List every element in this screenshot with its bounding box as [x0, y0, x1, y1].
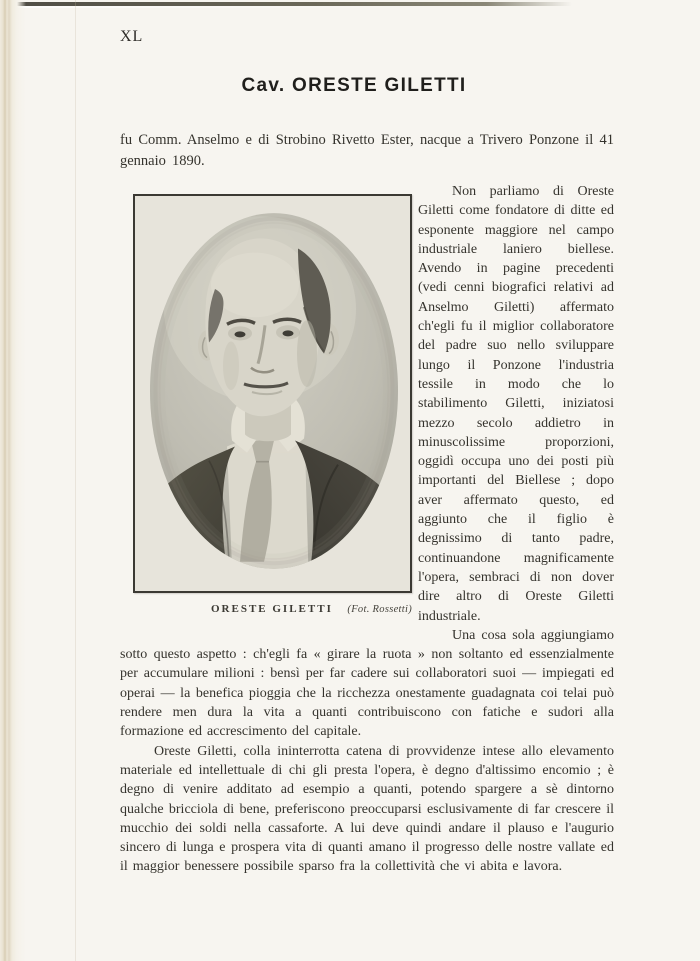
page-title: Cav. ORESTE GILETTI	[241, 75, 467, 96]
page-number: XL	[120, 28, 144, 45]
page-content	[120, 28, 614, 877]
portrait-photo-frame	[133, 194, 412, 593]
portrait-photo	[135, 196, 410, 591]
body-paragraph-3: Oreste Giletti, colla ininterrotta catena di provvidenze intese allo elevamento materiale ed intellettuale di chi gli presta l'opera, è degno d'altissimo encomio ; è degno di venire additato ad esempio a quanti, potendo spargere a sè dintorno qualche bricciola di bene, preferiscono preoccuparsi esclusivamente di far crescere il mucchio dei soldi nella cassaforte. A lui deve quindi andare il plauso e l'augurio sincero di lunga e prospera vita di quanti amano il progresso delle nostre vallate ed il maggior benessere possibile sparso fra la collettività che vi abita e lavora.	[120, 743, 614, 875]
book-page-stack-edge	[0, 0, 26, 961]
scan-fold-line	[75, 0, 76, 961]
photo-caption-credit: (Fot. Rossetti)	[347, 604, 412, 615]
scan-top-edge-highlight	[0, 6, 420, 8]
photo-caption	[133, 600, 412, 619]
body-paragraph-1: Non parliamo di Oreste Giletti come fondatore di ditte ed esponente maggiore nel campo industriale laniero biellese. Avendo in pagine precedenti (vedi cenni biografici relativi ad Anselmo Giletti) affermato ch'egli fu il miglior collaboratore del padre suo nello sviluppare lungo il Ponzone l'industria tessile in modo che lo stabilimento Giletti, iniziatosi mezzo secolo addietro in minuscolissime proporzioni, oggidì occupa uno dei posti più importanti del Biellese ; dopo aver affermato questo, ed aggiunto che il figlio è degnissimo di tanto padre, continuandone magnificamente l'opera, sembraci di non dover dire altro di Oreste Giletti industriale.	[418, 184, 614, 624]
portrait-figure	[120, 194, 418, 619]
photo-caption-name: ORESTE GILETTI	[211, 603, 333, 615]
intro-paragraph: fu Comm. Anselmo e di Strobino Rivetto Ester, nacque a Trivero Ponzone il 41 gennaio 1890.	[120, 132, 614, 169]
biography-text	[120, 182, 614, 877]
body-paragraph-2: Una cosa sola aggiungiamo sotto questo aspetto : ch'egli fa « girare la ruota » non soltanto ed essenzialmente per accumulare milioni : bensì per far cadere sui collaboratori suoi — impiegati ed operai — la benefica pioggia che la ricchezza onestamente guadagnata coi telai può rendere men dura la vita a quanti contribuiscono con fatiche e sudori alla formazione ed accrescimento del capitale.	[120, 627, 614, 740]
